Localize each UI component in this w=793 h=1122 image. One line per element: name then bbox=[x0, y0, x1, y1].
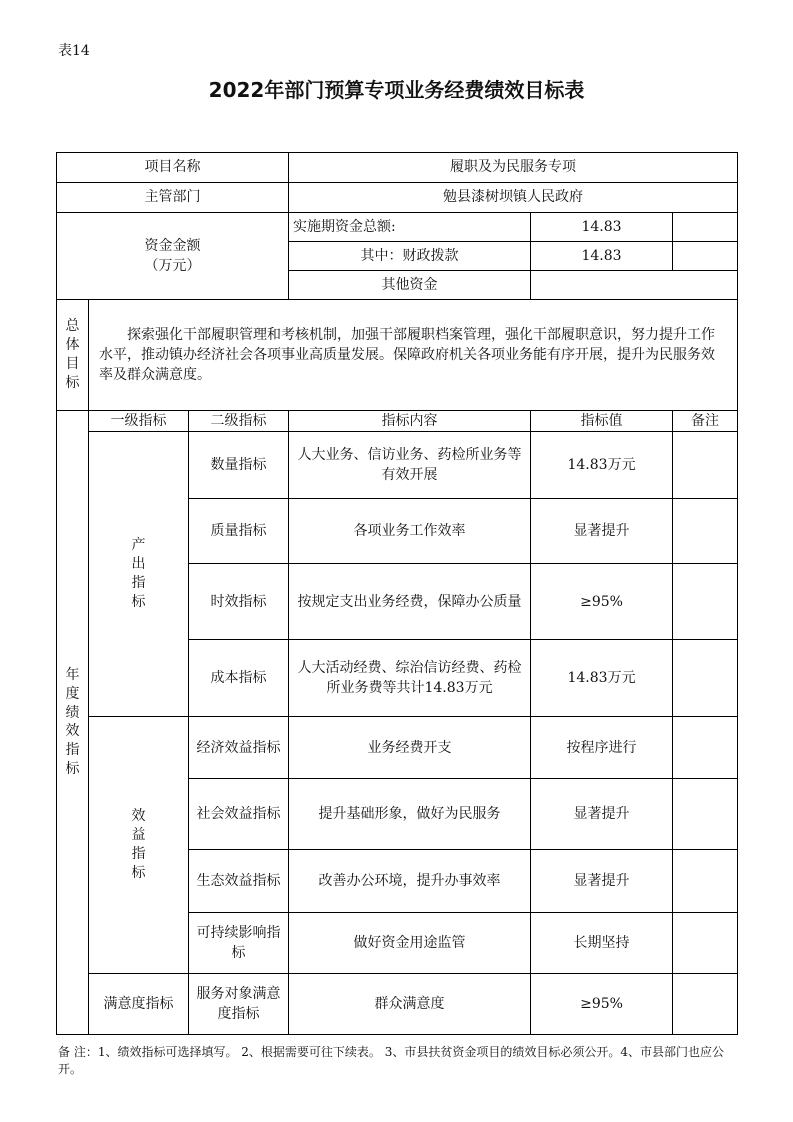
header-value: 指标值 bbox=[531, 411, 673, 432]
indicator-header-row bbox=[57, 411, 738, 432]
remark-cell bbox=[673, 974, 738, 1035]
level2-cell: 质量指标 bbox=[189, 499, 289, 564]
content-cell: 做好资金用途监管 bbox=[289, 913, 531, 974]
page-title: 2022年部门预算专项业务经费绩效目标表 bbox=[208, 78, 585, 102]
level2-cell: 生态效益指标 bbox=[189, 850, 289, 913]
remark-cell bbox=[673, 432, 738, 499]
header-level1: 一级指标 bbox=[89, 411, 189, 432]
funds-other-value bbox=[531, 271, 738, 300]
benefit-label-text: 效益指标 bbox=[131, 808, 146, 881]
content-cell: 人大活动经费、综治信访经费、药检所业务费等共计14.83万元 bbox=[289, 640, 531, 717]
value-cell: 按程序进行 bbox=[531, 717, 673, 779]
goal-label-text: 总体目标 bbox=[65, 318, 80, 391]
value-cell: 显著提升 bbox=[531, 850, 673, 913]
funds-total-label: 实施期资金总额: bbox=[289, 213, 531, 242]
level2-cell: 成本指标 bbox=[189, 640, 289, 717]
project-name-label: 项目名称 bbox=[57, 153, 289, 183]
level2-cell: 可持续影响指标 bbox=[189, 913, 289, 974]
funds-fiscal-label: 其中：财政拨款 bbox=[289, 242, 531, 271]
content-cell: 各项业务工作效率 bbox=[289, 499, 531, 564]
remark-cell bbox=[673, 564, 738, 640]
value-cell: 14.83万元 bbox=[531, 640, 673, 717]
remark-cell bbox=[673, 779, 738, 850]
value-cell: 显著提升 bbox=[531, 499, 673, 564]
section-label bbox=[57, 411, 89, 1035]
funds-fiscal-blank bbox=[673, 242, 738, 271]
goal-label bbox=[57, 300, 89, 411]
funds-total-blank bbox=[673, 213, 738, 242]
benefit-label bbox=[89, 717, 189, 974]
satisfaction-label: 满意度指标 bbox=[89, 974, 189, 1035]
level2-cell: 服务对象满意度指标 bbox=[189, 974, 289, 1035]
level2-cell: 经济效益指标 bbox=[189, 717, 289, 779]
footnote: 备 注：1、绩效指标可选择填写。 2、根据需要可往下续表。 3、市县扶贫资金项目的绩效目标必须公开。4、市县部门也应公开。 bbox=[58, 1045, 724, 1077]
performance-table bbox=[56, 152, 738, 1035]
remark-cell bbox=[673, 499, 738, 564]
output-label bbox=[89, 432, 189, 717]
funds-total-value: 14.83 bbox=[531, 213, 673, 242]
funds-total-row bbox=[57, 213, 738, 242]
output-label-text: 产出指标 bbox=[131, 537, 146, 610]
funds-fiscal-value: 14.83 bbox=[531, 242, 673, 271]
funds-unit-text: （万元） bbox=[144, 258, 201, 274]
department-value: 勉县漆树坝镇人民政府 bbox=[289, 183, 738, 213]
remark-cell bbox=[673, 717, 738, 779]
content-cell: 提升基础形象，做好为民服务 bbox=[289, 779, 531, 850]
table-row bbox=[57, 432, 738, 499]
funds-label bbox=[57, 213, 289, 300]
table-row bbox=[57, 974, 738, 1035]
table-row bbox=[57, 717, 738, 779]
content-cell: 业务经费开支 bbox=[289, 717, 531, 779]
department-label: 主管部门 bbox=[57, 183, 289, 213]
value-cell: 显著提升 bbox=[531, 779, 673, 850]
level2-cell: 数量指标 bbox=[189, 432, 289, 499]
header-remark: 备注 bbox=[673, 411, 738, 432]
department-row bbox=[57, 183, 738, 213]
project-name-row bbox=[57, 153, 738, 183]
remark-cell bbox=[673, 850, 738, 913]
goal-text: 探索强化干部履职管理和考核机制，加强干部履职档案管理，强化干部履职意识，努力提升工作水平，推动镇办经济社会各项事业高质量发展。保障政府机关各项业务能有序开展，提升为民服务效率及群众满意度。 bbox=[89, 300, 738, 411]
content-cell: 按规定支出业务经费，保障办公质量 bbox=[289, 564, 531, 640]
project-name-value: 履职及为民服务专项 bbox=[289, 153, 738, 183]
funds-label-text: 资金金额 bbox=[144, 237, 201, 254]
value-cell: ≥95% bbox=[531, 564, 673, 640]
value-cell: 14.83万元 bbox=[531, 432, 673, 499]
header-level2: 二级指标 bbox=[189, 411, 289, 432]
remark-cell bbox=[673, 913, 738, 974]
content-cell: 改善办公环境，提升办事效率 bbox=[289, 850, 531, 913]
funds-other-label: 其他资金 bbox=[289, 271, 531, 300]
level2-cell: 社会效益指标 bbox=[189, 779, 289, 850]
header-content: 指标内容 bbox=[289, 411, 531, 432]
level2-cell: 时效指标 bbox=[189, 564, 289, 640]
goal-row bbox=[57, 300, 738, 411]
content-cell: 人大业务、信访业务、药检所业务等有效开展 bbox=[289, 432, 531, 499]
content-cell: 群众满意度 bbox=[289, 974, 531, 1035]
remark-cell bbox=[673, 640, 738, 717]
value-cell: ≥95% bbox=[531, 974, 673, 1035]
table-number: 表14 bbox=[58, 43, 90, 59]
section-label-text: 年度绩效指标 bbox=[65, 666, 80, 778]
value-cell: 长期坚持 bbox=[531, 913, 673, 974]
